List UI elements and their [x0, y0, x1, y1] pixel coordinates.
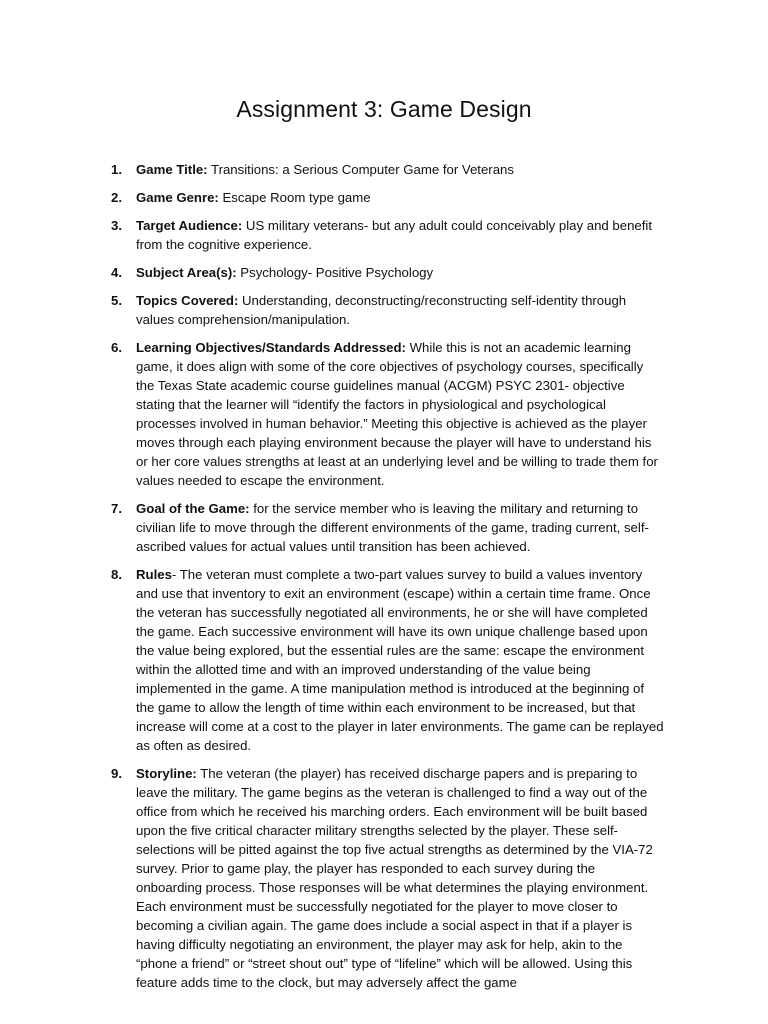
item-label: Goal of the Game: — [136, 501, 250, 516]
item-number: 7. — [111, 501, 122, 516]
item-text — [136, 263, 664, 282]
list-item — [0, 216, 768, 254]
list-item — [0, 499, 768, 556]
list-item — [0, 263, 768, 282]
item-number: 4. — [111, 265, 122, 280]
item-number: 1. — [111, 162, 122, 177]
item-number: 8. — [111, 567, 122, 582]
item-number: 9. — [111, 766, 122, 781]
list-item — [0, 764, 768, 992]
item-text — [136, 216, 664, 254]
item-text — [136, 565, 664, 755]
item-label: Game Title: — [136, 162, 208, 177]
list-item — [0, 291, 768, 329]
item-text — [136, 764, 664, 992]
item-label: Target Audience: — [136, 218, 243, 233]
item-body: US military veterans- but any adult could conceivably play and benefit from the cognitive experience. — [136, 218, 653, 252]
item-number: 5. — [111, 293, 122, 308]
item-label: Subject Area(s): — [136, 265, 237, 280]
list-item — [0, 338, 768, 490]
item-number: 3. — [111, 218, 122, 233]
item-text — [136, 499, 664, 556]
item-body: Escape Room type game — [218, 190, 371, 205]
list-item — [0, 565, 768, 755]
item-number: 6. — [111, 340, 122, 355]
item-body: Transitions: a Serious Computer Game for Veterans — [207, 162, 514, 177]
item-body: The veteran (the player) has received discharge papers and is preparing to leave the military. The game begins as the veteran is challenged to find a way out of the office from which he received his marching orders. Each environment will be built based upon the five critical character military strengths selected by the player. These self-selections will be pitted against the top five actual strengths as determined by the VIA-72 survey. Prior to game play, the player has responded to each survey during the onboarding process. Those responses will be what determines the playing environment. Each environment must be successfully negotiated for the player to move closer to becoming a civilian again. The game does include a social aspect in that if a player is having difficulty negotiating an environment, the player may ask for help, akin to the “phone a friend” or “street shout out” type of “lifeline” which will be allowed. Using this feature adds time to the clock, but may adversely affect the game — [136, 766, 653, 990]
item-body: - The veteran must complete a two-part values survey to build a values inventory and use that inventory to exit an environment (escape) within a certain time frame. Once the veteran has successfully negotiated all environments, he or she will have completed the game. Each successive environment will have its own unique challenge based upon the value being explored, but the essential rules are the same: escape the environment within the allotted time and with an improved understanding of the value being implemented in the game. A time manipulation method is introduced at the beginning of the game to allow the length of time within each environment to be increased, but that increase will come at a cost to the player in later environments. The game can be replayed as often as desired. — [136, 567, 664, 753]
list-item — [0, 188, 768, 207]
item-label: Rules — [136, 567, 172, 582]
item-text — [136, 160, 664, 179]
item-label: Storyline: — [136, 766, 197, 781]
item-text — [136, 338, 664, 490]
item-text — [136, 291, 664, 329]
item-label: Learning Objectives/Standards Addressed: — [136, 340, 406, 355]
item-body: Psychology- Positive Psychology — [236, 265, 434, 280]
item-label: Game Genre: — [136, 190, 219, 205]
design-item-list — [0, 160, 768, 1001]
item-body: Understanding, deconstructing/reconstructing self-identity through values comprehension/manipulation. — [136, 293, 627, 327]
item-number: 2. — [111, 190, 122, 205]
list-item — [0, 160, 768, 179]
document-title: Assignment 3: Game Design — [236, 96, 532, 122]
item-body: for the service member who is leaving the military and returning to civilian life to move through the different environments of the game, trading current, self-ascribed values for actual values until transition has been achieved. — [136, 501, 649, 554]
item-text — [136, 188, 664, 207]
item-label: Topics Covered: — [136, 293, 239, 308]
item-body: While this is not an academic learning game, it does align with some of the core objectives of psychology courses, specifically the Texas State academic course guidelines manual (ACGM) PSYC 2301- objective stating that the learner will “identify the factors in physiological and psychological processes involved in human behavior.” Meeting this objective is achieved as the player moves through each playing environment because the player will have to understand his or her core values strengths at least at an underlying level and be willing to trade them for values needed to escape the environment. — [136, 340, 658, 488]
